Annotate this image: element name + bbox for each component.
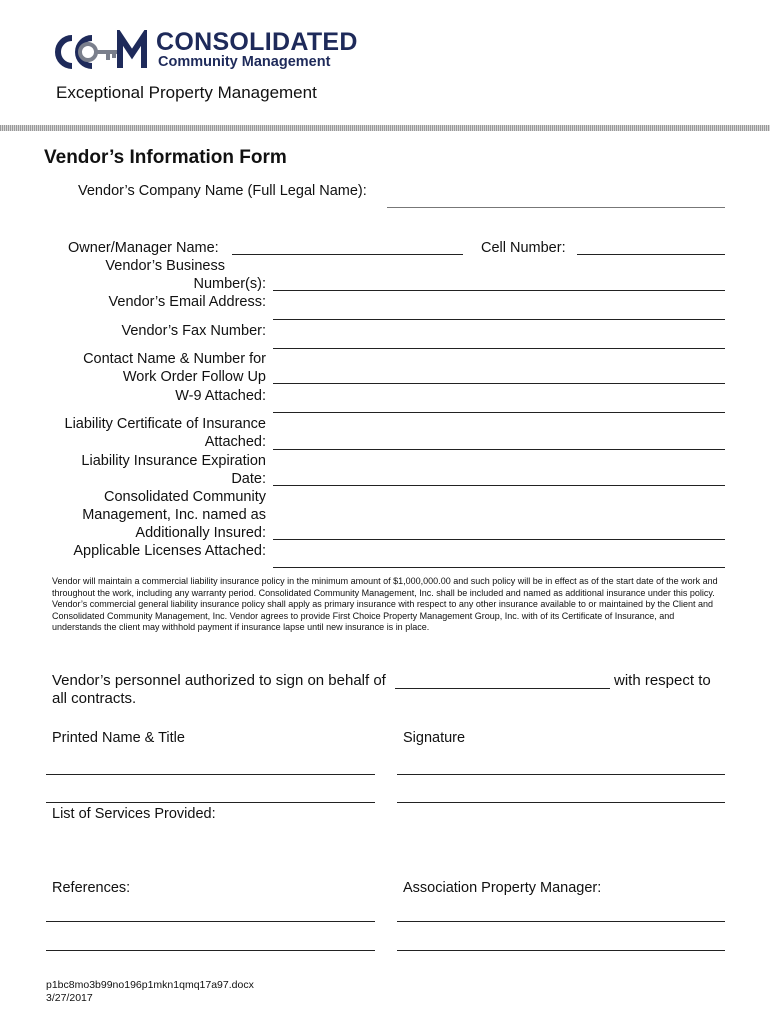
licenses-label: Applicable Licenses Attached: [73,543,266,559]
additional-insured-field[interactable] [273,539,725,540]
liability-cert-label-2: Attached: [204,434,266,450]
property-manager-field-1[interactable] [397,921,725,922]
contact-label-2: Work Order Follow Up [122,369,266,385]
insurance-fine-print: Vendor will maintain a commercial liability insurance policy in the minimum amount of $1,000,000.00 and such policy will be in effect as of the start date of the work and throughout the work, including any warranty period. Consolidated Community Management, Inc. shall be included and named as additional insurance under this policy. Vendor’s commercial general liability insurance policy shall apply as primary insurance with respect to any other insurance available to or maintained by the Client and Consolidated Community Management, Inc. Vendor agrees to provide First Choice Property Management Group, Inc. with of its Certificate of Insurance, and understands the client may withhold payment if insurance lapse until new insurance is in place. [52,576,718,633]
email-field[interactable] [273,319,725,320]
cell-number-label: Cell Number: [481,240,566,256]
authorized-line2: all contracts. [52,690,137,707]
property-manager-field-2[interactable] [397,950,725,951]
liability-cert-field[interactable] [273,449,725,450]
business-numbers-label-2: Number(s): [193,276,266,292]
signature-label: Signature [403,730,466,746]
liability-exp-label-2: Date: [231,471,266,487]
tagline: Exceptional Property Management [56,83,317,102]
owner-manager-label: Owner/Manager Name: [68,240,219,256]
email-label: Vendor’s Email Address: [108,294,266,310]
liability-exp-field[interactable] [273,485,725,486]
contact-field[interactable] [273,383,725,384]
liability-cert-label-1: Liability Certificate of Insurance [64,416,266,432]
company-name-label: Vendor’s Company Name (Full Legal Name): [78,183,367,199]
owner-manager-field[interactable] [232,254,463,255]
footer-filename: p1bc8mo3b99no196p1mkn1qmq17a97.docx [46,979,254,991]
fax-field[interactable] [273,348,725,349]
authorized-entity-field[interactable] [395,688,610,689]
authorized-prefix: Vendor’s personnel authorized to sign on behalf of [52,672,386,689]
fax-label: Vendor’s Fax Number: [121,323,266,339]
additional-insured-label-3: Additionally Insured: [135,525,266,541]
authorized-suffix: with respect to [614,672,711,689]
contact-label-1: Contact Name & Number for [83,351,266,367]
w9-field[interactable] [273,412,725,413]
logo [50,28,358,76]
w9-label: W-9 Attached: [175,388,266,404]
references-label: References: [52,880,131,896]
printed-name-label: Printed Name & Title [52,730,185,746]
business-numbers-field[interactable] [273,290,725,291]
references-field-1[interactable] [46,921,375,922]
property-manager-label: Association Property Manager: [403,880,602,896]
cell-number-field[interactable] [577,254,725,255]
brand-name: CONSOLIDATED [156,28,358,56]
footer [46,979,254,1004]
additional-insured-label-1: Consolidated Community [104,489,266,505]
printed-name-field-2[interactable] [46,802,375,803]
liability-exp-label-1: Liability Insurance Expiration [81,453,266,469]
signature-field-2[interactable] [397,802,725,803]
header-divider [0,125,770,131]
licenses-field[interactable] [273,567,725,568]
signature-field-1[interactable] [397,774,725,775]
form-title: Vendor’s Information Form [44,147,287,168]
ccm-key-logo-icon [50,30,150,74]
printed-name-field-1[interactable] [46,774,375,775]
references-field-2[interactable] [46,950,375,951]
services-label: List of Services Provided: [52,806,216,822]
footer-date: 3/27/2017 [46,991,93,1004]
additional-insured-label-2: Management, Inc. named as [82,507,266,523]
business-numbers-label-1: Vendor’s Business [105,258,225,274]
company-name-field[interactable] [387,207,725,208]
brand-subtitle: Community Management [158,54,331,70]
